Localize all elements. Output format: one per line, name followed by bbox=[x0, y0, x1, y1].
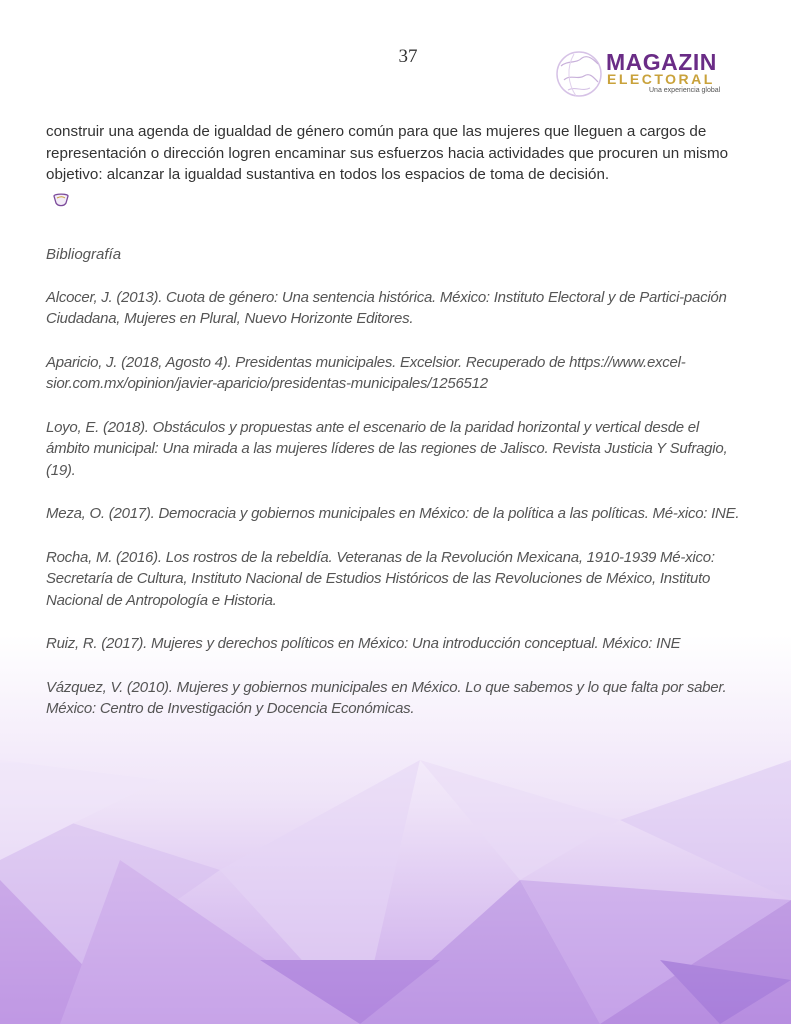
bibliography-entry: Loyo, E. (2018). Obstáculos y propuestas ante el escenario de la paridad horizontal y vertical desde el ámbito municipal: Una mirada a las mujeres líderes de las regiones de Jalisco. Revista Justicia Y Sufragio, (19). bbox=[46, 418, 728, 479]
page-content bbox=[46, 121, 746, 720]
logo-tagline: Una experiencia global bbox=[649, 87, 721, 94]
bibliography-entry: Vázquez, V. (2010). Mujeres y gobiernos municipales en México. Lo que sabemos y lo que falta por saber. México: Centro de Investigación y Docencia Económicas. bbox=[46, 678, 727, 717]
magazine-logo bbox=[552, 46, 732, 102]
globe-icon bbox=[552, 46, 606, 102]
end-of-article-icon bbox=[52, 192, 70, 208]
bibliography-entry: Meza, O. (2017). Democracia y gobiernos municipales en México: de la política a las políticas. Mé-xico: INE. bbox=[46, 505, 740, 522]
bibliography-heading: Bibliografía bbox=[46, 245, 122, 263]
intro-paragraph: construir una agenda de igualdad de género común para que las mujeres que lleguen a cargos de representación o dirección logren encaminar sus esfuerzos hacia actividades que procuren un mismo objetivo: alcanzar la igualdad sustantiva en todos los espacios de toma de decisión. bbox=[46, 123, 729, 183]
logo-title: MAGAZIN bbox=[606, 49, 717, 75]
logo-subtitle: ELECTORAL bbox=[607, 71, 715, 87]
bibliography-entry: Aparicio, J. (2018, Agosto 4). Presidentas municipales. Excelsior. Recuperado de https://www.excel-sior.com.mx/opinion/javier-aparicio/presidentas-municipales/1256512 bbox=[46, 353, 686, 392]
bibliography-entry: Rocha, M. (2016). Los rostros de la rebeldía. Veteranas de la Revolución Mexicana, 1910-1939 Mé-xico: Secretaría de Cultura, Instituto Nacional de Estudios Históricos de las Revoluciones de México, Instituto Nacional de Antropología e Historia. bbox=[46, 548, 715, 609]
page-number: 37 bbox=[398, 46, 418, 67]
bibliography-entry: Alcocer, J. (2013). Cuota de género: Una sentencia histórica. México: Instituto Electoral y de Partici-pación Ciudadana, Mujeres en Plural, Nuevo Horizonte Editores. bbox=[46, 288, 727, 327]
bibliography-entry: Ruiz, R. (2017). Mujeres y derechos políticos en México: Una introducción conceptual. México: INE bbox=[46, 635, 681, 652]
bibliography-list bbox=[46, 287, 746, 720]
